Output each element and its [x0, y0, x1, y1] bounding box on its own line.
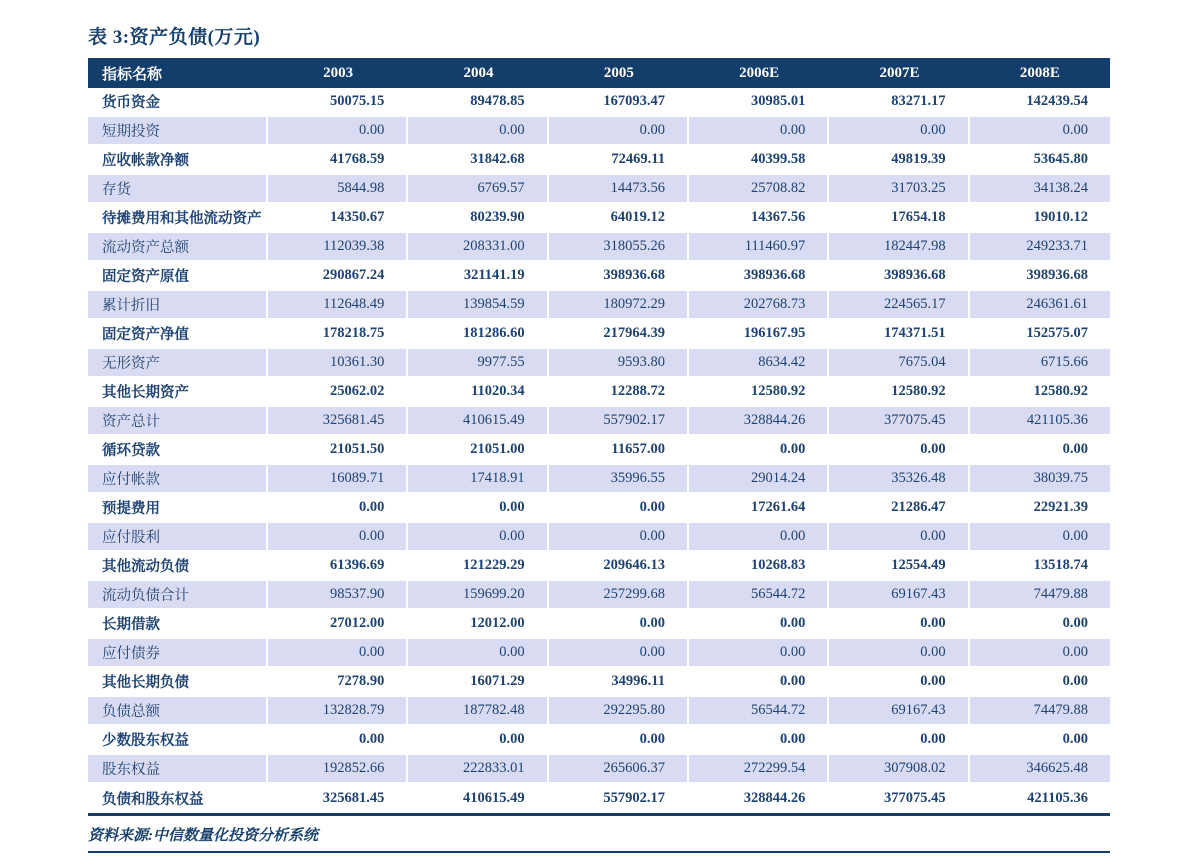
cell-value: 202768.73	[689, 291, 829, 320]
table-row	[88, 204, 1110, 233]
row-label: 其他长期负债	[88, 668, 268, 697]
cell-value: 0.00	[829, 436, 969, 465]
cell-value: 192852.66	[268, 755, 408, 784]
cell-value: 328844.26	[689, 784, 829, 813]
cell-value: 0.00	[408, 523, 548, 552]
cell-value: 328844.26	[689, 407, 829, 436]
cell-value: 0.00	[970, 726, 1110, 755]
cell-value: 64019.12	[549, 204, 689, 233]
cell-value: 7675.04	[829, 349, 969, 378]
cell-value: 377075.45	[829, 784, 969, 813]
cell-value: 10268.83	[689, 552, 829, 581]
cell-value: 12580.92	[829, 378, 969, 407]
cell-value: 208331.00	[408, 233, 548, 262]
cell-value: 209646.13	[549, 552, 689, 581]
row-label: 存货	[88, 175, 268, 204]
table-row	[88, 784, 1110, 813]
cell-value: 14473.56	[549, 175, 689, 204]
cell-value: 6715.66	[970, 349, 1110, 378]
cell-value: 27012.00	[268, 610, 408, 639]
cell-value: 16089.71	[268, 465, 408, 494]
cell-value: 69167.43	[829, 581, 969, 610]
cell-value: 0.00	[268, 639, 408, 668]
table-row	[88, 552, 1110, 581]
cell-value: 0.00	[268, 726, 408, 755]
cell-value: 0.00	[970, 668, 1110, 697]
cell-value: 34138.24	[970, 175, 1110, 204]
table-row	[88, 320, 1110, 349]
cell-value: 40399.58	[689, 146, 829, 175]
cell-value: 121229.29	[408, 552, 548, 581]
column-header-year: 2007E	[829, 58, 969, 88]
column-header-year: 2004	[408, 58, 548, 88]
cell-value: 12012.00	[408, 610, 548, 639]
cell-value: 8634.42	[689, 349, 829, 378]
cell-value: 0.00	[970, 610, 1110, 639]
cell-value: 29014.24	[689, 465, 829, 494]
cell-value: 0.00	[549, 639, 689, 668]
cell-value: 0.00	[970, 117, 1110, 146]
cell-value: 17418.91	[408, 465, 548, 494]
column-header-year: 2005	[549, 58, 689, 88]
cell-value: 31842.68	[408, 146, 548, 175]
cell-value: 0.00	[268, 494, 408, 523]
table-row	[88, 117, 1110, 146]
cell-value: 16071.29	[408, 668, 548, 697]
cell-value: 0.00	[549, 117, 689, 146]
cell-value: 167093.47	[549, 88, 689, 117]
cell-value: 0.00	[549, 610, 689, 639]
cell-value: 178218.75	[268, 320, 408, 349]
table-row	[88, 494, 1110, 523]
cell-value: 196167.95	[689, 320, 829, 349]
cell-value: 318055.26	[549, 233, 689, 262]
cell-value: 249233.71	[970, 233, 1110, 262]
cell-value: 22921.39	[970, 494, 1110, 523]
table-row	[88, 262, 1110, 291]
row-label: 其他流动负债	[88, 552, 268, 581]
cell-value: 346625.48	[970, 755, 1110, 784]
cell-value: 0.00	[829, 523, 969, 552]
row-label: 固定资产原值	[88, 262, 268, 291]
cell-value: 187782.48	[408, 697, 548, 726]
table-row	[88, 610, 1110, 639]
table-title: 表 3:资产负债(万元)	[88, 27, 261, 48]
cell-value: 12554.49	[829, 552, 969, 581]
cell-value: 5844.98	[268, 175, 408, 204]
cell-value: 257299.68	[549, 581, 689, 610]
row-label: 资产总计	[88, 407, 268, 436]
table-row	[88, 349, 1110, 378]
row-label: 少数股东权益	[88, 726, 268, 755]
cell-value: 0.00	[549, 523, 689, 552]
cell-value: 159699.20	[408, 581, 548, 610]
table-row	[88, 88, 1110, 117]
row-label: 短期投资	[88, 117, 268, 146]
cell-value: 80239.90	[408, 204, 548, 233]
cell-value: 0.00	[829, 726, 969, 755]
row-label: 负债总额	[88, 697, 268, 726]
cell-value: 222833.01	[408, 755, 548, 784]
cell-value: 132828.79	[268, 697, 408, 726]
cell-value: 174371.51	[829, 320, 969, 349]
table-body	[88, 88, 1110, 813]
table-row	[88, 726, 1110, 755]
table-block	[88, 22, 1110, 853]
cell-value: 0.00	[829, 117, 969, 146]
cell-value: 398936.68	[549, 262, 689, 291]
cell-value: 0.00	[970, 523, 1110, 552]
cell-value: 139854.59	[408, 291, 548, 320]
cell-value: 0.00	[970, 639, 1110, 668]
cell-value: 0.00	[689, 523, 829, 552]
table-row	[88, 465, 1110, 494]
table-row	[88, 291, 1110, 320]
cell-value: 0.00	[829, 668, 969, 697]
cell-value: 0.00	[689, 639, 829, 668]
table-row	[88, 639, 1110, 668]
cell-value: 421105.36	[970, 784, 1110, 813]
cell-value: 56544.72	[689, 581, 829, 610]
column-header-year: 2008E	[970, 58, 1110, 88]
row-label: 长期借款	[88, 610, 268, 639]
source-note: 资料来源:中信数量化投资分析系统	[88, 828, 318, 844]
row-label: 负债和股东权益	[88, 784, 268, 813]
row-label: 无形资产	[88, 349, 268, 378]
cell-value: 377075.45	[829, 407, 969, 436]
cell-value: 83271.17	[829, 88, 969, 117]
cell-value: 53645.80	[970, 146, 1110, 175]
cell-value: 292295.80	[549, 697, 689, 726]
cell-value: 30985.01	[689, 88, 829, 117]
row-label: 应付股利	[88, 523, 268, 552]
row-label: 应付帐款	[88, 465, 268, 494]
cell-value: 25062.02	[268, 378, 408, 407]
bottom-rule	[88, 851, 1110, 853]
cell-value: 265606.37	[549, 755, 689, 784]
cell-value: 0.00	[268, 523, 408, 552]
table-row	[88, 697, 1110, 726]
cell-value: 12288.72	[549, 378, 689, 407]
cell-value: 31703.25	[829, 175, 969, 204]
cell-value: 0.00	[689, 117, 829, 146]
cell-value: 34996.11	[549, 668, 689, 697]
cell-value: 74479.88	[970, 697, 1110, 726]
cell-value: 0.00	[408, 726, 548, 755]
cell-value: 557902.17	[549, 784, 689, 813]
cell-value: 180972.29	[549, 291, 689, 320]
cell-value: 142439.54	[970, 88, 1110, 117]
row-label: 应收帐款净额	[88, 146, 268, 175]
cell-value: 49819.39	[829, 146, 969, 175]
cell-value: 272299.54	[689, 755, 829, 784]
table-row	[88, 378, 1110, 407]
cell-value: 61396.69	[268, 552, 408, 581]
header-row	[88, 58, 1110, 88]
table-row	[88, 233, 1110, 262]
cell-value: 111460.97	[689, 233, 829, 262]
cell-value: 9593.80	[549, 349, 689, 378]
cell-value: 35326.48	[829, 465, 969, 494]
table-row	[88, 146, 1110, 175]
table-header	[88, 58, 1110, 88]
cell-value: 21051.00	[408, 436, 548, 465]
row-label: 股东权益	[88, 755, 268, 784]
row-label: 预提费用	[88, 494, 268, 523]
cell-value: 56544.72	[689, 697, 829, 726]
cell-value: 10361.30	[268, 349, 408, 378]
cell-value: 11657.00	[549, 436, 689, 465]
cell-value: 0.00	[268, 117, 408, 146]
table-row	[88, 581, 1110, 610]
cell-value: 321141.19	[408, 262, 548, 291]
row-label: 待摊费用和其他流动资产	[88, 204, 268, 233]
cell-value: 35996.55	[549, 465, 689, 494]
cell-value: 112039.38	[268, 233, 408, 262]
cell-value: 0.00	[408, 117, 548, 146]
cell-value: 224565.17	[829, 291, 969, 320]
table-row	[88, 755, 1110, 784]
cell-value: 0.00	[549, 726, 689, 755]
balance-sheet-table	[88, 58, 1110, 816]
table-row	[88, 668, 1110, 697]
cell-value: 0.00	[408, 494, 548, 523]
cell-value: 0.00	[829, 639, 969, 668]
cell-value: 181286.60	[408, 320, 548, 349]
row-label: 固定资产净值	[88, 320, 268, 349]
cell-value: 410615.49	[408, 784, 548, 813]
cell-value: 72469.11	[549, 146, 689, 175]
row-label: 流动资产总额	[88, 233, 268, 262]
cell-value: 11020.34	[408, 378, 548, 407]
cell-value: 0.00	[689, 668, 829, 697]
cell-value: 21051.50	[268, 436, 408, 465]
cell-value: 21286.47	[829, 494, 969, 523]
cell-value: 38039.75	[970, 465, 1110, 494]
cell-value: 398936.68	[689, 262, 829, 291]
table-row	[88, 407, 1110, 436]
cell-value: 14350.67	[268, 204, 408, 233]
table-row	[88, 175, 1110, 204]
cell-value: 14367.56	[689, 204, 829, 233]
cell-value: 25708.82	[689, 175, 829, 204]
cell-value: 17654.18	[829, 204, 969, 233]
row-label: 货币资金	[88, 88, 268, 117]
cell-value: 7278.90	[268, 668, 408, 697]
table-row	[88, 523, 1110, 552]
column-header-year: 2003	[268, 58, 408, 88]
cell-value: 74479.88	[970, 581, 1110, 610]
cell-value: 182447.98	[829, 233, 969, 262]
row-label: 累计折旧	[88, 291, 268, 320]
cell-value: 69167.43	[829, 697, 969, 726]
cell-value: 19010.12	[970, 204, 1110, 233]
cell-value: 89478.85	[408, 88, 548, 117]
row-label: 应付债券	[88, 639, 268, 668]
cell-value: 325681.45	[268, 407, 408, 436]
cell-value: 98537.90	[268, 581, 408, 610]
cell-value: 307908.02	[829, 755, 969, 784]
cell-value: 246361.61	[970, 291, 1110, 320]
cell-value: 41768.59	[268, 146, 408, 175]
row-label: 循环贷款	[88, 436, 268, 465]
column-header-indicator: 指标名称	[88, 58, 268, 88]
cell-value: 217964.39	[549, 320, 689, 349]
cell-value: 17261.64	[689, 494, 829, 523]
cell-value: 152575.07	[970, 320, 1110, 349]
cell-value: 557902.17	[549, 407, 689, 436]
cell-value: 9977.55	[408, 349, 548, 378]
cell-value: 290867.24	[268, 262, 408, 291]
cell-value: 0.00	[408, 639, 548, 668]
cell-value: 0.00	[689, 610, 829, 639]
cell-value: 410615.49	[408, 407, 548, 436]
table-row	[88, 436, 1110, 465]
cell-value: 13518.74	[970, 552, 1110, 581]
cell-value: 112648.49	[268, 291, 408, 320]
cell-value: 0.00	[829, 610, 969, 639]
column-header-year: 2006E	[689, 58, 829, 88]
cell-value: 12580.92	[970, 378, 1110, 407]
cell-value: 0.00	[970, 436, 1110, 465]
row-label: 流动负债合计	[88, 581, 268, 610]
cell-value: 421105.36	[970, 407, 1110, 436]
cell-value: 325681.45	[268, 784, 408, 813]
row-label: 其他长期资产	[88, 378, 268, 407]
cell-value: 398936.68	[829, 262, 969, 291]
cell-value: 12580.92	[689, 378, 829, 407]
cell-value: 0.00	[689, 726, 829, 755]
cell-value: 0.00	[689, 436, 829, 465]
cell-value: 6769.57	[408, 175, 548, 204]
cell-value: 50075.15	[268, 88, 408, 117]
cell-value: 0.00	[549, 494, 689, 523]
cell-value: 398936.68	[970, 262, 1110, 291]
